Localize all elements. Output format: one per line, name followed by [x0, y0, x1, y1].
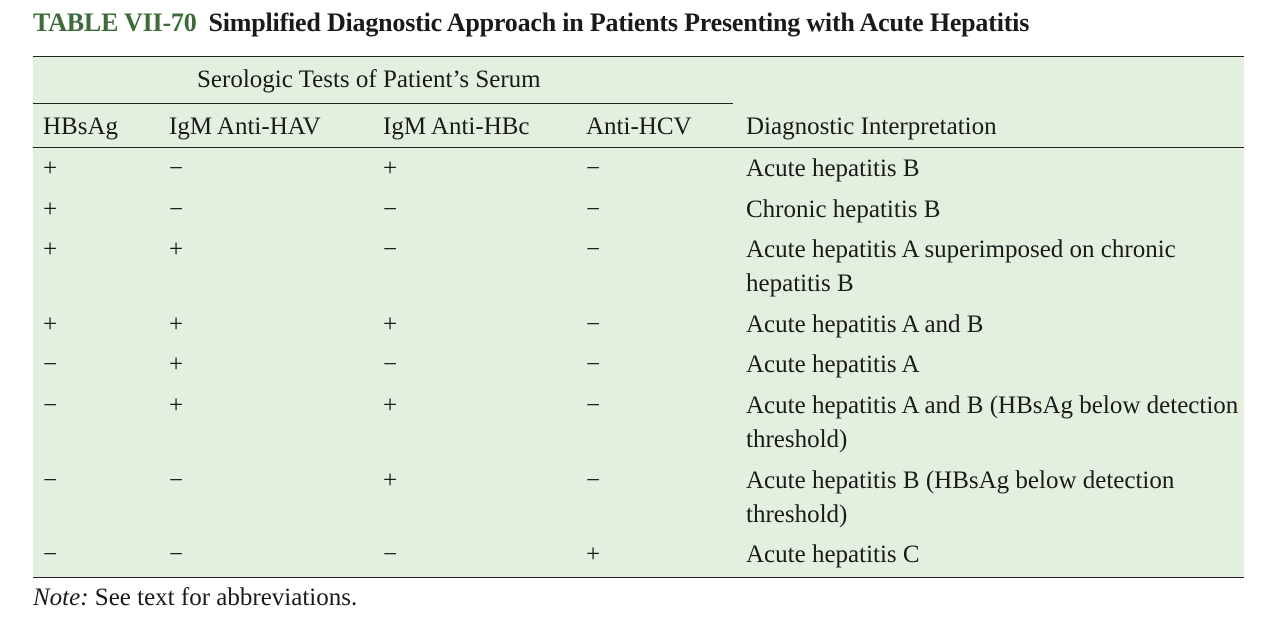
- cell-interpretation: Acute hepatitis C: [746, 541, 920, 568]
- cell-hbsag: +: [43, 155, 58, 182]
- cell-hbsag: −: [43, 541, 58, 568]
- column-header-interpretation: Diagnostic Interpretation: [746, 113, 997, 140]
- group-header: [33, 57, 733, 104]
- column-header-hbsag: HBsAg: [43, 113, 119, 140]
- column-header-igm-anti-hav: IgM Anti-HAV: [169, 113, 321, 140]
- diagnostic-table: [33, 56, 1244, 578]
- cell-igm-anti-hav: −: [169, 541, 184, 568]
- cell-interpretation: Acute hepatitis A and B: [746, 311, 984, 338]
- cell-igm-anti-hav: +: [169, 311, 184, 338]
- cell-anti-hcv: −: [586, 196, 601, 223]
- cell-interpretation: Acute hepatitis A: [746, 351, 920, 378]
- table-footnote: [33, 584, 357, 612]
- cell-hbsag: +: [43, 196, 58, 223]
- cell-anti-hcv: −: [586, 155, 601, 182]
- table-number: TABLE VII-70: [33, 8, 197, 37]
- cell-hbsag: +: [43, 236, 58, 263]
- cell-hbsag: −: [43, 392, 58, 419]
- cell-igm-anti-hav: +: [169, 392, 184, 419]
- cell-igm-anti-hav: −: [169, 155, 184, 182]
- cell-interpretation: Acute hepatitis B: [746, 155, 920, 182]
- cell-igm-anti-hav: −: [169, 467, 184, 494]
- column-header-anti-hcv: Anti-HCV: [586, 113, 692, 140]
- note-text: See text for abbreviations.: [94, 584, 358, 611]
- cell-anti-hcv: −: [586, 311, 601, 338]
- cell-igm-anti-hav: +: [169, 351, 184, 378]
- cell-interpretation: Acute hepatitis A and B (HBsAg below detection threshold): [746, 392, 1239, 453]
- cell-hbsag: −: [43, 351, 58, 378]
- cell-interpretation: Acute hepatitis B (HBsAg below detection threshold): [746, 467, 1175, 528]
- cell-igm-anti-hbc: −: [383, 351, 398, 378]
- cell-hbsag: +: [43, 311, 58, 338]
- table-title: [33, 8, 1029, 38]
- cell-interpretation: Acute hepatitis A superimposed on chronic hepatitis B: [746, 236, 1176, 297]
- header-divider: [33, 147, 1244, 148]
- cell-igm-anti-hbc: −: [383, 236, 398, 263]
- cell-anti-hcv: +: [586, 541, 601, 568]
- cell-igm-anti-hav: −: [169, 196, 184, 223]
- cell-anti-hcv: −: [586, 467, 601, 494]
- cell-igm-anti-hbc: +: [383, 311, 398, 338]
- table-caption: Simplified Diagnostic Approach in Patients Presenting with Acute Hepatitis: [208, 8, 1030, 37]
- cell-igm-anti-hbc: −: [383, 541, 398, 568]
- cell-anti-hcv: −: [586, 236, 601, 263]
- cell-igm-anti-hbc: +: [383, 155, 398, 182]
- group-header-label: Serologic Tests of Patient’s Serum: [197, 66, 541, 93]
- cell-igm-anti-hbc: +: [383, 467, 398, 494]
- cell-anti-hcv: −: [586, 351, 601, 378]
- cell-anti-hcv: −: [586, 392, 601, 419]
- cell-igm-anti-hbc: −: [383, 196, 398, 223]
- cell-igm-anti-hav: +: [169, 236, 184, 263]
- cell-igm-anti-hbc: +: [383, 392, 398, 419]
- note-label: Note:: [33, 584, 89, 611]
- cell-hbsag: −: [43, 467, 58, 494]
- cell-interpretation: Chronic hepatitis B: [746, 196, 941, 223]
- column-header-igm-anti-hbc: IgM Anti-HBc: [383, 113, 530, 140]
